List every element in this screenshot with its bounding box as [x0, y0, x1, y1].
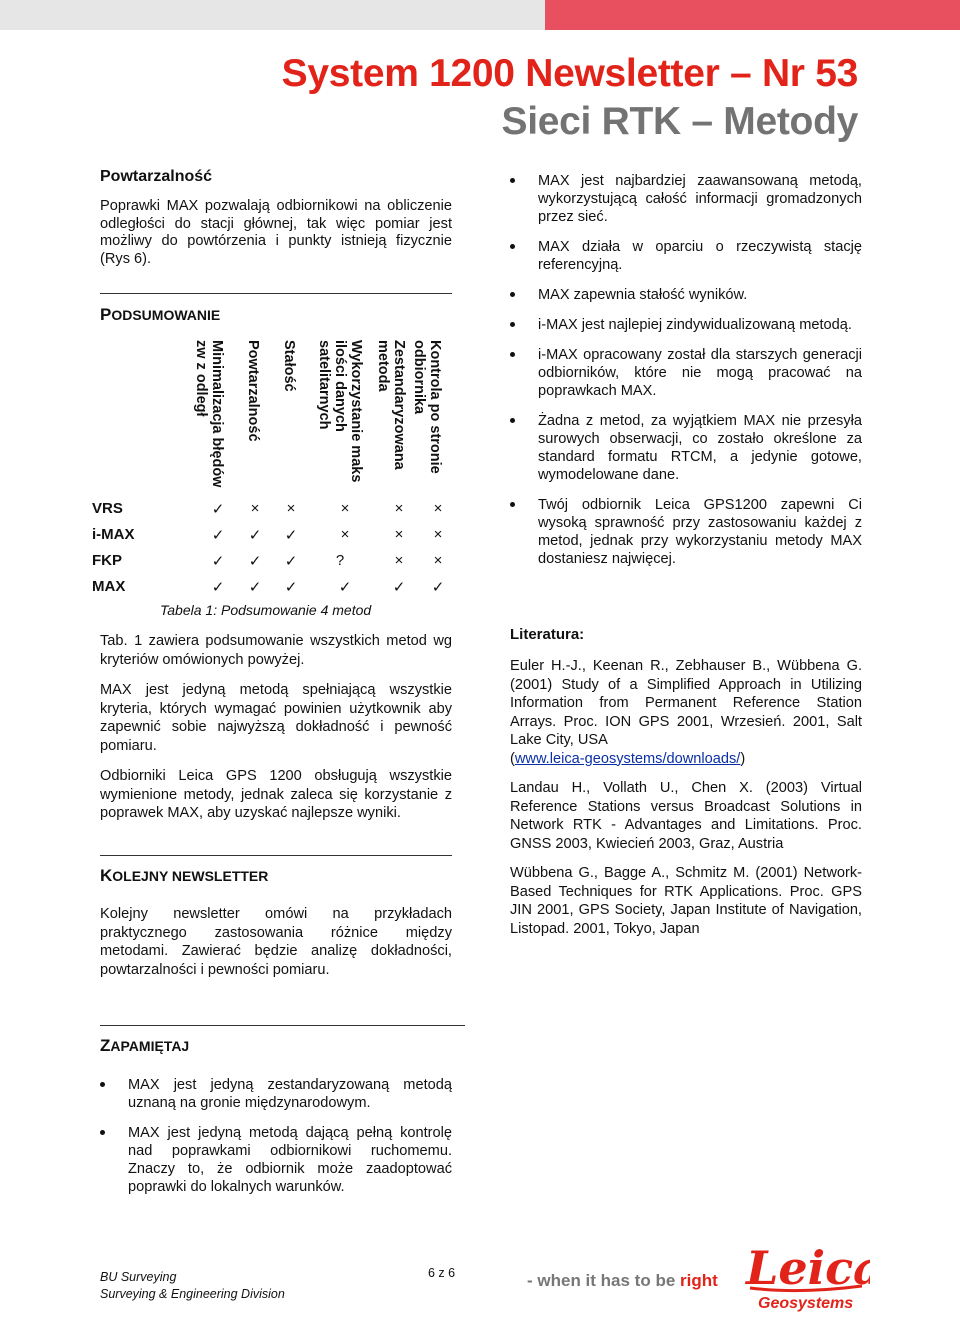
table-cell: ✓: [211, 501, 225, 518]
summary-table: [92, 340, 452, 602]
bullet-icon: [100, 1130, 105, 1135]
header-band-red: [545, 0, 960, 30]
table-cell: ?: [335, 552, 345, 569]
reference: Landau H., Vollath U., Chen X. (2003) Virtual Reference Stations versus Broadcast Solutions in Network RTK - Advantages and Limitations. Proc. GNSS 2003, Kwiecień 2003, Graz, Austria: [510, 780, 862, 852]
list-item: i-MAX jest najlepiej zindywidualizowaną metodą.: [510, 316, 862, 334]
row-label: FKP: [92, 552, 122, 569]
list-item: i-MAX opracowany został dla starszych generacji odbiorników, które nie mogą pracować na poprawkach MAX.: [510, 346, 862, 400]
table-cell: ✓: [284, 579, 298, 596]
list-item: Żadna z metod, za wyjątkiem MAX nie przesyła surowych obserwacji, co zostało określone za standard formatu RTCM, a jedynie gotowe, wymodelowane dane.: [510, 412, 862, 484]
bullet-icon: [510, 418, 515, 423]
bullet-icon: [510, 322, 515, 327]
slogan: - when it has to be right: [527, 1271, 718, 1290]
table-cell: ×: [394, 552, 404, 569]
summary-text: [100, 632, 452, 823]
table-cell: ✓: [284, 527, 298, 544]
bullet-icon: [510, 292, 515, 297]
list-item: MAX jest jedyną zestandaryzowaną metodą uznaną na gronie międzynarodowym.: [100, 1076, 452, 1112]
list-item: Twój odbiornik Leica GPS1200 zapewni Ci wysoką sprawność przy zastosowaniu każdej z metod, jednak przy wykorzystaniu metody MAX dostaniesz najwięcej.: [510, 496, 862, 568]
divider: [100, 1025, 465, 1026]
column-header: Zestandaryzowana metoda: [375, 340, 407, 470]
list-item: MAX zapewnia stałość wyników.: [510, 286, 862, 304]
bullet-icon: [100, 1082, 105, 1087]
page-number: 6 z 6: [428, 1266, 456, 1280]
bullet-icon: [510, 178, 515, 183]
svg-text:Geosystems: Geosystems: [758, 1295, 854, 1312]
row-label: MAX: [92, 578, 126, 595]
row-label: i-MAX: [92, 526, 135, 543]
reference: Wübbena G., Bagge A., Schmitz M. (2001) Network-Based Techniques for RTK Applications. Proc. GPS JIN 2001, GPS Society, Japan Institute of Navigation, Listopad. 2001, Tokyo, Japan: [510, 865, 862, 937]
table-cell: ✓: [211, 553, 225, 570]
header-band-grey: [0, 0, 545, 30]
bullet-icon: [510, 502, 515, 507]
summary-heading: PODSUMOWANIE: [100, 305, 221, 324]
table-cell: ✓: [338, 579, 352, 596]
table-cell: ✓: [392, 579, 406, 596]
next-newsletter-text: Kolejny newsletter omówi na przykładach praktycznego zastosowania różnice między metodami. Zawierać będzie analizę dokładności, powtarzalności i pewności pomiaru.: [100, 906, 452, 978]
table-cell: ✓: [431, 579, 445, 596]
newsletter-subtitle: Sieci RTK – Metody: [501, 100, 858, 143]
divider: [100, 293, 452, 294]
leica-logo-icon: [740, 1232, 870, 1314]
list-item: MAX jest jedyną metodą dającą pełną kontrolę nad poprawkami odbiornikowi ruchomemu. Znaczy to, że odbiornik może zaadoptować poprawki do lokalnych warunków.: [100, 1124, 452, 1196]
table-cell: ×: [340, 500, 350, 517]
column-header: Wykorzystanie maks ilości danych satelitarnych: [316, 340, 364, 483]
table-cell: ×: [340, 526, 350, 543]
column-header: Stałość: [281, 340, 297, 392]
footer-unit: BU Surveying: [100, 1270, 177, 1284]
table-cell: ✓: [248, 527, 262, 544]
reference: Euler H.-J., Keenan R., Zebhauser B., Wübbena G. (2001) Study of a Simplified Approach in Utilizing Information from Permanent Reference Station Arrays. Proc. ION GPS 2001, Wrzesień. 2001, Salt Lake City, USA (www.leica-geosystems/downloads/): [510, 658, 862, 767]
paragraph: Tab. 1 zawiera podsumowanie wszystkich metod wg kryteriów omówionych powyżej.: [100, 633, 452, 668]
table-cell: ✓: [248, 553, 262, 570]
table-cell: ×: [286, 500, 296, 517]
bullet-icon: [510, 352, 515, 357]
table-cell: ×: [433, 552, 443, 569]
repeatability-text: Poprawki MAX pozwalają odbiornikowi na obliczenie odległości do stacji głównej, tak więc pomiar jest możliwy do powtórzenia i punkty istnieją fizycznie (Rys 6).: [100, 198, 452, 267]
divider: [100, 855, 452, 856]
paragraph: Odbiorniki Leica GPS 1200 obsługują wszystkie wymienione metody, jednak zaleca się korzystanie z poprawek MAX, aby uzyskać najlepsze wyniki.: [100, 768, 452, 821]
svg-text:Leica: Leica: [746, 1241, 870, 1295]
table-cell: ×: [433, 526, 443, 543]
row-label: VRS: [92, 500, 123, 517]
leica-logo: [740, 1232, 870, 1314]
column-header: Minimalizacja błędów zw z odległ: [193, 340, 225, 488]
table-cell: ×: [394, 500, 404, 517]
table-caption: Tabela 1: Podsumowanie 4 metod: [160, 602, 372, 618]
column-header: Powtarzalność: [245, 340, 261, 442]
column-header: Kontrola po stronie odbiornika: [411, 340, 443, 474]
literature-section: [510, 626, 862, 949]
repeatability-section: [100, 168, 452, 268]
table-cell: ✓: [284, 553, 298, 570]
table-cell: ×: [394, 526, 404, 543]
table-cell: ✓: [211, 527, 225, 544]
list-item: MAX jest najbardziej zaawansowaną metodą, wykorzystującą całość informacji gromadzonych przez sieć.: [510, 172, 862, 226]
list-item: MAX działa w oparciu o rzeczywistą stację referencyjną.: [510, 238, 862, 274]
paragraph: MAX jest jedyną metodą spełniającą wszystkie kryteria, których wymagać powinien użytkownik aby zapewnić sobie najwyższą dokładność i pewność pomiaru.: [100, 682, 452, 754]
newsletter-title: System 1200 Newsletter – Nr 53: [281, 52, 858, 95]
table-cell: ✓: [248, 579, 262, 596]
table-cell: ✓: [211, 579, 225, 596]
footer-division: Surveying & Engineering Division: [100, 1287, 285, 1301]
table-cell: ×: [250, 500, 260, 517]
repeatability-heading: Powtarzalność: [100, 168, 213, 185]
next-newsletter-heading: KOLEJNY NEWSLETTER: [100, 866, 269, 885]
literature-heading: Literatura:: [510, 626, 585, 643]
remember-heading: ZAPAMIĘTAJ: [100, 1036, 190, 1055]
features-list: [510, 172, 862, 580]
table-cell: ×: [433, 500, 443, 517]
reference-link[interactable]: www.leica-geosystems/downloads/: [514, 750, 741, 767]
remember-list: [100, 1076, 452, 1208]
bullet-icon: [510, 244, 515, 249]
